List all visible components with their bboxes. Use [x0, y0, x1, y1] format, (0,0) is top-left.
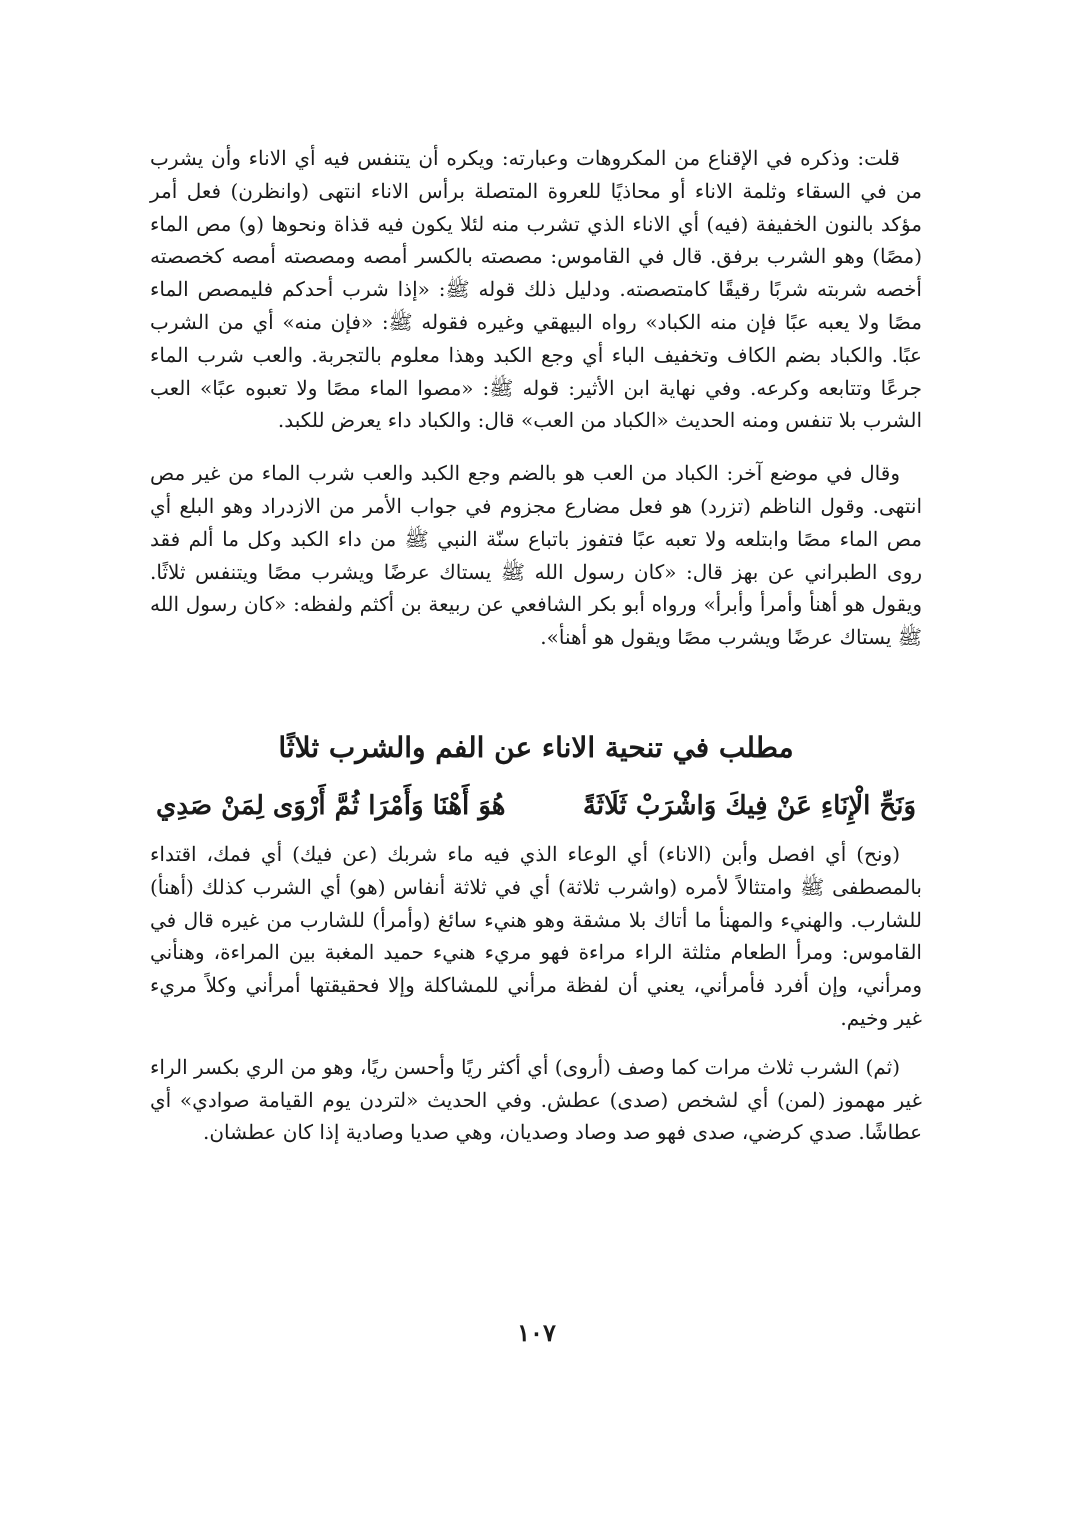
verse-first-hemistich: وَنَحِّ الْإِنَاءِ عَنْ فِيكَ وَاشْرَبْ ثَلَاثَةً	[582, 790, 916, 821]
paragraph-commentary-thumma: (ثم) الشرب ثلاث مرات كما وصف (أروى) أي أكثر ريًا وأحسن ريًا، وهو من الري بكسر الراء غير مهموز (لمن) أي لشخص (صدى) عطش. وفي الحديث «لتردن يوم القيامة صوادي» أي عطاشًا. صدي كرضي، صدى فهو صد وصاد وصديان، وهي صديا وصادية إذا كان عطشان.	[150, 1054, 922, 1145]
poem-verse	[150, 786, 922, 826]
verse-second-hemistich: هُوَ أَهْنَا وَأَمْرَا ثُمَّ أَرْوَى لِمَنْ صَدِي	[156, 790, 506, 821]
paragraph-kubad: وقال في موضع آخر: الكباد من العب هو بالضم وجع الكبد والعب شرب الماء من غير مص انتهى. وقول الناظم (تزرد) هو فعل مضارع مجزوم في جواب الأمر من الازدراد وهو البلع أي مص الماء مصًا وابتلعه ولا تعبه عبًا فتفوز باتباع سنّة النبي ﷺ من داء الكبد وكل ما ألم فقد روى الطبراني عن بهز قال: «كان رسول الله ﷺ يستاك عرضًا ويشرب مصًا ويتنفس ثلاثًا. ويقول هو أهنأ وأمرأ وأبرأ» ورواه أبو بكر الشافعي عن ربيعة بن أكثم ولفظه: «كان رسول الله ﷺ يستاك عرضًا ويشرب مصًا ويقول هو أهنأ».	[150, 461, 923, 650]
page-number: ١٠٧	[517, 1318, 556, 1347]
page-body	[150, 142, 922, 1149]
paragraph-iqna-quote: قلت: وذكره في الإقناع من المكروهات وعبارته: ويكره أن يتنفس فيه أي الاناء وأن يشرب من في السقاء وثلمة الاناء أو محاذيًا للعروة المتصلة برأس الاناء انتهى (وانظرن) فعل أمر مؤكد بالنون الخفيفة (فيه) أي الاناء الذي تشرب منه لئلا يكون فيه قذاة ونحوها (و) مص الماء (مصًا) وهو الشرب برفق. قال في القاموس: مصصته بالكسر أمصه ومصصته أمصه كخصصته أخصه شربته شربًا رقيقًا كامتصصته. ودليل ذلك قوله ﷺ: «إذا شرب أحدكم فليمصص الماء مصًا ولا يعبه عبًا فإن منه الكباد» رواه البيهقي وغيره فقوله ﷺ: «فإن منه» أي من الشرب عبًا. والكباد بضم الكاف وتخفيف الباء أي وجع الكبد وهذا معلوم بالتجربة. والعب شرب الماء جرعًا وتتابعه وكرعه. وفي نهاية ابن الأثير: قوله ﷺ: «مصوا الماء مصًا ولا تعبوه عبًا» العب الشرب بلا تنفس ومنه الحديث «الكباد من العب» قال: والكباد داء يعرض للكبد.	[150, 146, 922, 433]
paragraph-commentary-nah: (ونح) أي افصل وأبن (الاناء) أي الوعاء الذي فيه ماء شربك (عن فيك) أي فمك، اقتداء بالمصطفى ﷺ وامتثالاً لأمره (واشرب ثلاثة) أي في ثلاثة أنفاس (هو) أي الشرب كذلك (أهنأ) للشارب. والهنيء والمهنأ ما أتاك بلا مشقة وهو هنيء سائغ (وأمرأ) للشارب من غيره قال في القاموس: ومرأ الطعام مثلثة الراء مراءة فهو مريء هنيء حميد المغبة بين المراءة، وهنأني ومرأني، وإن أفرد فأمرأني، يعني أن لفظة مرأني للمشاكلة وإلا فحقيقتها أمرأني وكلاً مريء غير وخيم.	[150, 841, 922, 1030]
section-title: مطلب في تنحية الاناء عن الفم والشرب ثلاثًا	[278, 730, 794, 764]
